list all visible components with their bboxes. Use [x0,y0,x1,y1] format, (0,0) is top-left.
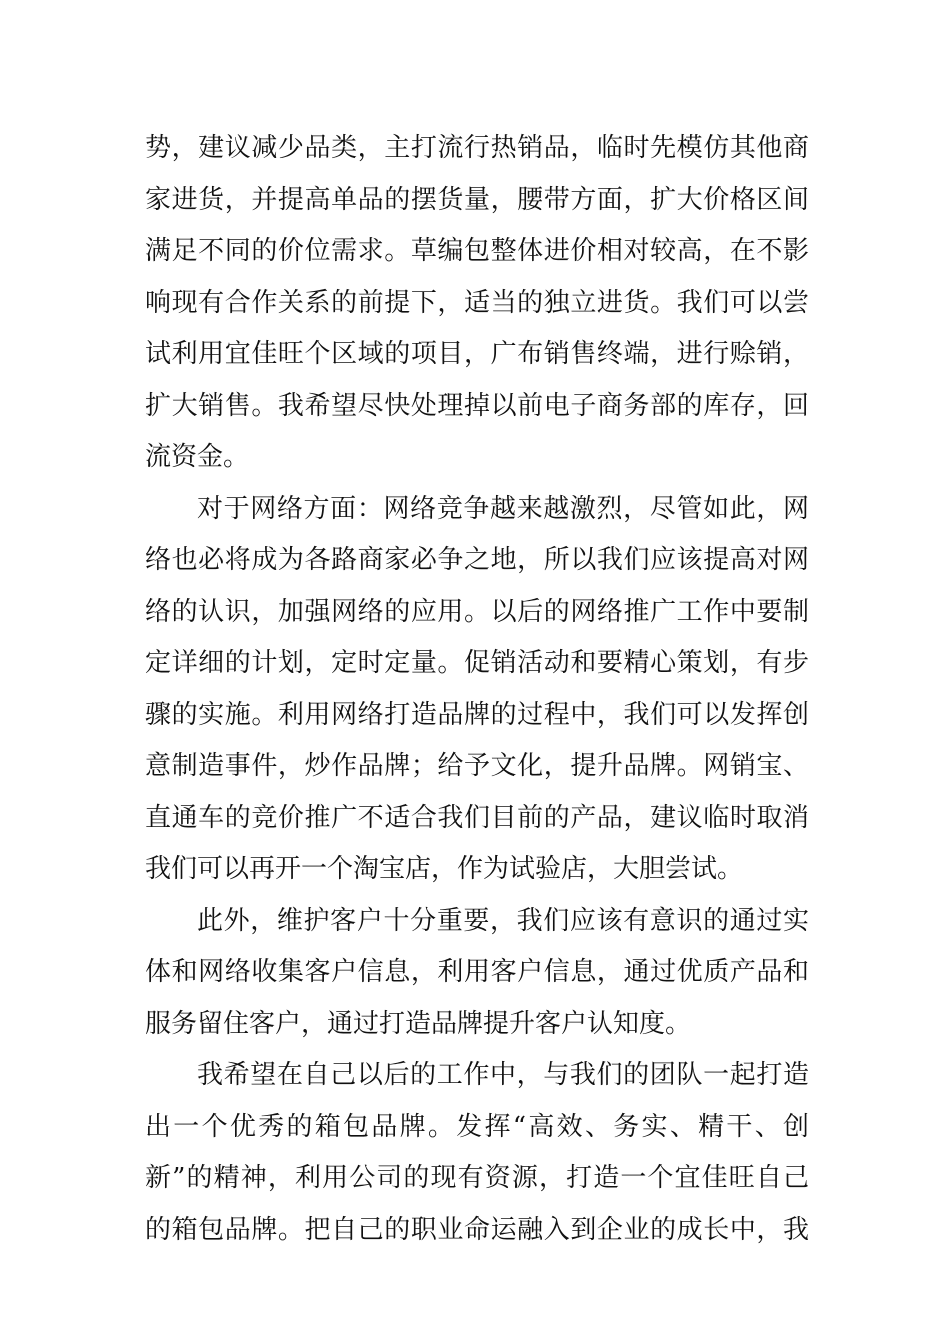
text-line: 定详细的计划，定时定量。促销活动和要精心策划，有步 [145,648,809,678]
text-line: 试利用宜佳旺个区域的项目，广布销售终端，进行赊销， [145,339,809,369]
text-line: 家进货，并提高单品的摆货量，腰带方面，扩大价格区间 [145,184,809,215]
paragraph-first-line: 此外，维护客户十分重要，我们应该有意识的通过实 [197,905,809,936]
text-line: 势，建议减少品类，主打流行热销品，临时先模仿其他商 [145,133,809,163]
text-line: 骤的实施。利用网络打造品牌的过程中，我们可以发挥创 [145,699,809,730]
text-line: 络也必将成为各路商家必争之地，所以我们应该提高对网 [145,545,809,575]
text-line: 响现有合作关系的前提下，适当的独立进货。我们可以尝 [145,287,809,318]
text-line: 直通车的竞价推广不适合我们目前的产品，建议临时取消 [145,802,809,833]
paragraph-first-line: 对于网络方面：网络竞争越来越激烈，尽管如此，网 [197,493,809,524]
text-line: 我们可以再开一个淘宝店，作为试验店，大胆尝试。 [145,854,744,884]
text-line: 体和网络收集客户信息，利用客户信息，通过优质产品和 [145,957,809,987]
text-line: 的箱包品牌。把自己的职业命运融入到企业的成长中，我 [145,1214,809,1245]
text-line: 流资金。 [145,442,250,472]
text-line: 满足不同的价位需求。草编包整体进价相对较高，在不影 [145,236,809,266]
text-line: 扩大销售。我希望尽快处理掉以前电子商务部的库存，回 [145,390,809,421]
text-line: 络的认识，加强网络的应用。以后的网络推广工作中要制 [145,596,809,627]
document-body [145,123,809,1256]
paragraph-first-line: 我希望在自己以后的工作中，与我们的团队一起打造 [197,1060,809,1090]
text-line: 出一个优秀的箱包品牌。发挥“高效、务实、精干、创 [145,1111,809,1142]
text-line: 意制造事件，炒作品牌；给予文化，提升品牌。网销宝、 [145,751,809,781]
text-line: 新”的精神，利用公司的现有资源，打造一个宜佳旺自己 [145,1163,809,1193]
text-line: 服务留住客户，通过打造品牌提升客户认知度。 [145,1008,692,1039]
